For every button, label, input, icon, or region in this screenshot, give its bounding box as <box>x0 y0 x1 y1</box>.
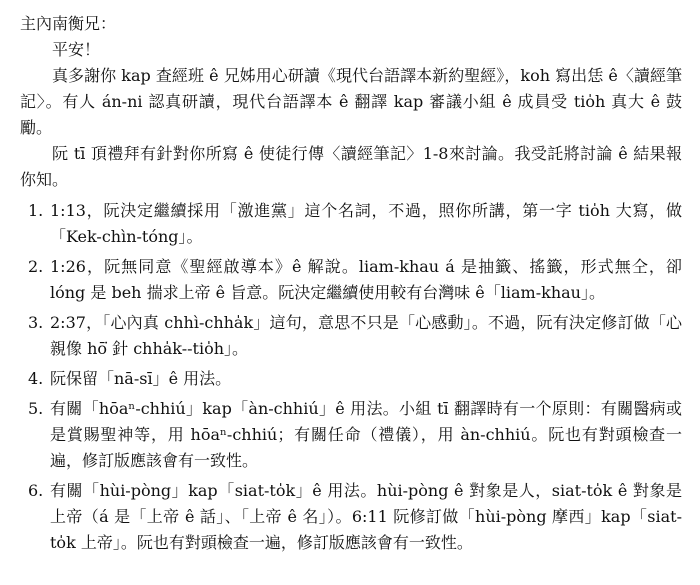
list-item <box>20 366 682 392</box>
item-number: 5. <box>28 399 44 418</box>
list-item <box>20 478 682 556</box>
intro-paragraph: 真多謝你 kap 查經班 ê 兄姊用心研讀《現代台語譯本新約聖經》，koh 寫出恁 ê〈讀經筆記〉。有人 án-ni 認真研讀，現代台語譯本 ê 翻譯 kap 審議小組 ê 成員受 tio̍h 真大 ê 鼓勵。 <box>20 66 682 137</box>
item-number: 4. <box>28 369 44 388</box>
list-item <box>20 198 682 250</box>
item-number: 3. <box>28 313 44 332</box>
item-number: 6. <box>28 481 44 500</box>
list-item <box>20 254 682 306</box>
list-item <box>20 310 682 362</box>
item-number: 1. <box>28 201 44 220</box>
item-text: 1:26，阮無同意《聖經啟導本》ê 解說。liam-khau á 是抽籤、搖籤，形式無仝，卻 lóng 是 beh 揣求上帝 ê 旨意。阮決定繼續使用較有台灣味 ê「liam-khau」。 <box>50 257 682 302</box>
greeting-line: 平安！ <box>52 40 101 59</box>
item-text: 2:37，「心內真 chhì-chha̍k」這句，意思不只是「心感動」。不過，阮有決定修訂做「心親像 hō͘ 針 chha̍k--tio̍h」。 <box>50 313 682 358</box>
salutation: 主內南衡兄： <box>20 14 117 33</box>
discussion-paragraph: 阮 tī 頂禮拜有針對你所寫 ê 使徒行傳〈讀經筆記〉1-8來討論。我受託將討論 ê 結果報你知。 <box>20 144 682 189</box>
item-text: 有關「hùi-pòng」kap「siat-to̍k」ê 用法。hùi-pòng ê 對象是人，siat-to̍k ê 對象是上帝（á 是「上帝 ê 話」、「上帝 ê 名」）。6:11 阮修訂做「hùi-pòng 摩西」kap「siat-to̍k 上帝」。阮也有對頭檢查一遍，修訂版應該會有一致性。 <box>50 481 682 552</box>
item-text: 阮保留「nā-sī」ê 用法。 <box>50 369 232 388</box>
feedback-list <box>20 198 682 556</box>
item-text: 有關「hōaⁿ-chhiú」kap「àn-chhiú」ê 用法。小組 tī 翻譯時有一个原則：有關醫病或是賞賜聖神等，用 hōaⁿ-chhiú；有關任命（禮儀），用 àn-chhiú。阮也有對頭檢查一遍，修訂版應該會有一致性。 <box>50 399 682 470</box>
item-number: 2. <box>28 257 44 276</box>
list-item <box>20 396 682 474</box>
item-text: 1:13，阮決定繼續採用「激進黨」這个名詞，不過，照你所講，第一字 tio̍h 大寫，做「Kek-chìn-tóng」。 <box>50 201 682 246</box>
